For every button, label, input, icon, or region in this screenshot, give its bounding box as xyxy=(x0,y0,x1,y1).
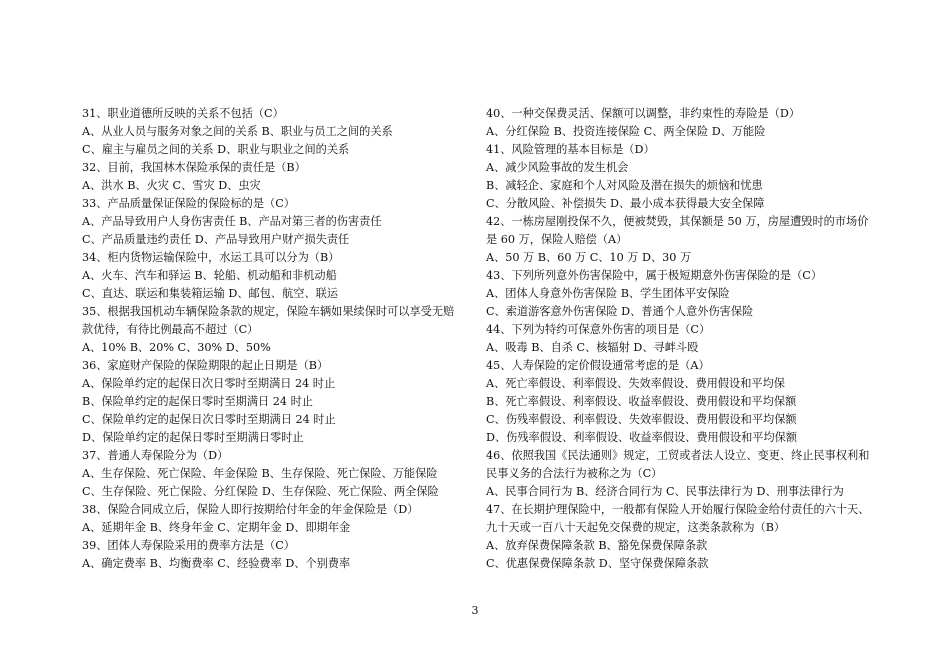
text-line: 33、产品质量保证保险的保险标的是（C） xyxy=(82,197,295,210)
text-line: A、死亡率假设、利率假设、失效率假设、费用假设和平均保 xyxy=(486,377,785,390)
text-line: A、放弃保费保障条款 B、豁免保费保障条款 xyxy=(486,539,708,552)
text-line: C、雇主与雇员之间的关系 D、职业与职业之间的关系 xyxy=(82,143,350,156)
text-line: C、生存保险、死亡保险、分红保险 D、生存保险、死亡保险、两全保险 xyxy=(82,485,439,498)
text-line: C、索道游客意外伤害保险 D、普通个人意外伤害保险 xyxy=(486,305,754,318)
text-line: 38、保险合同成立后，保险人即行按期给付年金的年金保险是（D） xyxy=(82,503,419,516)
text-line: 37、普通人寿保险分为（D） xyxy=(82,449,229,462)
text-line: 36、家庭财产保险的保险期限的起止日期是（B） xyxy=(82,359,329,372)
text-line: D、保险单约定的起保日零时至期满日零时止 xyxy=(82,431,304,444)
text-line: B、死亡率假设、利率假设、收益率假设、费用假设和平均保额 xyxy=(486,395,797,408)
left-column xyxy=(82,105,472,573)
text-line: A、洪水 B、火灾 C、雪灾 D、虫灾 xyxy=(82,179,261,192)
text-line: 47、在长期护理保险中，一般都有保险人开始履行保险金给付责任的六十天、 xyxy=(486,503,870,516)
text-line: A、团体人身意外伤害保险 B、学生团体平安保险 xyxy=(486,287,730,300)
text-line: 44、下列为特约可保意外伤害的项目是（C） xyxy=(486,323,711,336)
text-line: A、产品导致用户人身伤害责任 B、产品对第三者的伤害责任 xyxy=(82,215,382,228)
text-line: 46、依照我国《民法通则》规定，工贸或者法人设立、变更、终止民事权利和 xyxy=(486,449,870,462)
text-line: C、保险单约定的起保日次日零时至期满日 24 时止 xyxy=(82,413,336,426)
text-line: A、减少风险事故的发生机会 xyxy=(486,161,629,174)
text-line: C、分散风险、补偿损失 D、最小成本获得最大安全保障 xyxy=(486,197,765,210)
text-line: 32、目前，我国林木保险承保的责任是（B） xyxy=(82,161,306,174)
text-line: A、分红保险 B、投资连接保险 C、两全保险 D、万能险 xyxy=(486,125,766,138)
text-line: 45、人寿保险的定价假设通常考虑的是（A） xyxy=(486,359,710,372)
text-line: A、生存保险、死亡保险、年金保险 B、生存保险、死亡保险、万能保险 xyxy=(82,467,438,480)
text-line: 40、一种交保费灵活、保额可以调整，非约束性的寿险是（D） xyxy=(486,107,801,120)
text-line: B、减轻企、家庭和个人对风险及潜在损失的烦恼和忧患 xyxy=(486,179,763,192)
text-line: C、产品质量违约责任 D、产品导致用户财产损失责任 xyxy=(82,233,350,246)
text-line: 是 60 万，保险人赔偿（A） xyxy=(486,233,628,246)
text-line: 31、职业道德所反映的关系不包括（C） xyxy=(82,107,284,120)
text-line: A、10% B、20% C、30% D、50% xyxy=(82,341,271,354)
text-line: D、伤残率假设、利率假设、收益率假设、费用假设和平均保额 xyxy=(486,431,798,444)
text-line: 39、团体人寿保险采用的费率方法是（C） xyxy=(82,539,295,552)
text-line: A、50 万 B、60 万 C、10 万 D、30 万 xyxy=(486,251,692,264)
text-line: 34、柜内货物运输保险中，水运工具可以分为（B） xyxy=(82,251,340,264)
text-line: A、火车、汽车和驿运 B、轮船、机动船和非机动船 xyxy=(82,269,337,282)
text-line: B、保险单约定的起保日零时至期满日 24 时止 xyxy=(82,395,313,408)
text-line: C、伤残率假设、利率假设、失效率假设、费用假设和平均保额 xyxy=(486,413,797,426)
text-line: A、从业人员与服务对象之间的关系 B、职业与员工之间的关系 xyxy=(82,125,393,138)
text-line: A、吸毒 B、自杀 C、核辐射 D、寻衅斗殴 xyxy=(486,341,699,354)
text-line: 九十天或一百八十天起免交保费的规定，这类条款称为（B） xyxy=(486,521,786,534)
text-line: 41、风险管理的基本目标是（D） xyxy=(486,143,655,156)
page-number: 3 xyxy=(471,604,479,617)
text-line: C、优惠保费保障条款 D、坚守保费保障条款 xyxy=(486,557,709,570)
text-line: 42、一栋房屋刚投保不久，便被焚毁，其保额是 50 万，房屋遭毁时的市场价 xyxy=(486,215,869,228)
text-line: 款优待，有待比例最高不超过（C） xyxy=(82,323,259,336)
text-line: A、保险单约定的起保日次日零时至期满日 24 时止 xyxy=(82,377,336,390)
text-line: A、确定费率 B、均衡费率 C、经验费率 D、个别费率 xyxy=(82,557,351,570)
text-line: 43、下列所列意外伤害保险中，属于极短期意外伤害保险的是（C） xyxy=(486,269,823,282)
text-line: A、延期年金 B、终身年金 C、定期年金 D、即期年金 xyxy=(82,521,351,534)
text-line: C、直达、联运和集装箱运输 D、邮包、航空、联运 xyxy=(82,287,339,300)
right-column xyxy=(486,105,876,573)
text-line: 35、根据我国机动车辆保险条款的规定，保险车辆如果续保时可以享受无赔 xyxy=(82,305,455,318)
text-line: A、民事合同行为 B、经济合同行为 C、民事法律行为 D、刑事法律行为 xyxy=(486,485,844,498)
text-line: 民事义务的合法行为被称之为（C） xyxy=(486,467,663,480)
